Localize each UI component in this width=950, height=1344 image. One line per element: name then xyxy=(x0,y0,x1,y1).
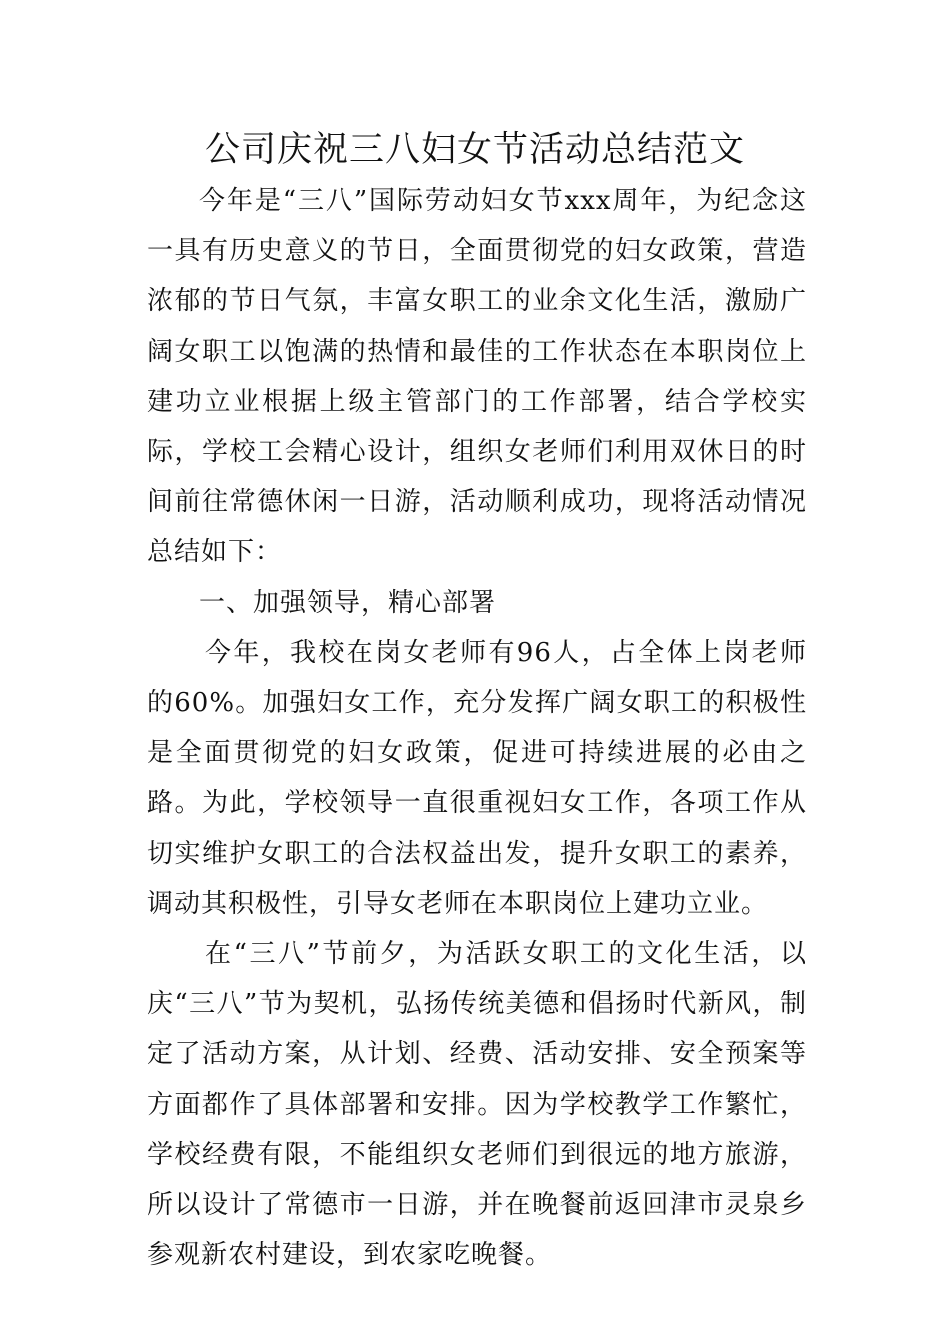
document-body xyxy=(147,176,807,1280)
document-title: 公司庆祝三八妇女节活动总结范文 xyxy=(204,130,745,170)
paragraph-staff: 今年，我校在岗女老师有96人，占全体上岗老师的60%。加强妇女工作，充分发挥广阔女职工的积极性是全面贯彻党的妇女政策，促进可持续进展的必由之路。为此，学校领导一直很重视妇女工作，各项工作从切实维护女职工的合法权益出发，提升女职工的素养，调动其积极性，引导女老师在本职岗位上建功立业。 xyxy=(147,637,807,919)
section-heading: 一、加强领导，精心部署 xyxy=(199,587,497,618)
paragraph-intro: 今年是“三八”国际劳动妇女节xxx周年，为纪念这一具有历史意义的节日，全面贯彻党的妇女政策，营造浓郁的节日气氛，丰富女职工的业余文化生活，激励广阔女职工以饱满的热情和最佳的工作状态在本职岗位上建功立业根据上级主管部门的工作部署，结合学校实际，学校工会精心设计，组织女老师们利用双休日的时间前往常德休闲一日游，活动顺利成功，现将活动情况总结如下： xyxy=(147,186,807,568)
paragraph-plan: 在“三八”节前夕，为活跃女职工的文化生活，以庆“三八”节为契机，弘扬传统美德和倡扬时代新风，制定了活动方案，从计划、经费、活动安排、安全预案等方面都作了具体部署和安排。因为学校教学工作繁忙，学校经费有限，不能组织女老师们到很远的地方旅游，所以设计了常德市一日游，并在晚餐前返回津市灵泉乡参观新农村建设，到农家吃晚餐。 xyxy=(147,939,807,1271)
